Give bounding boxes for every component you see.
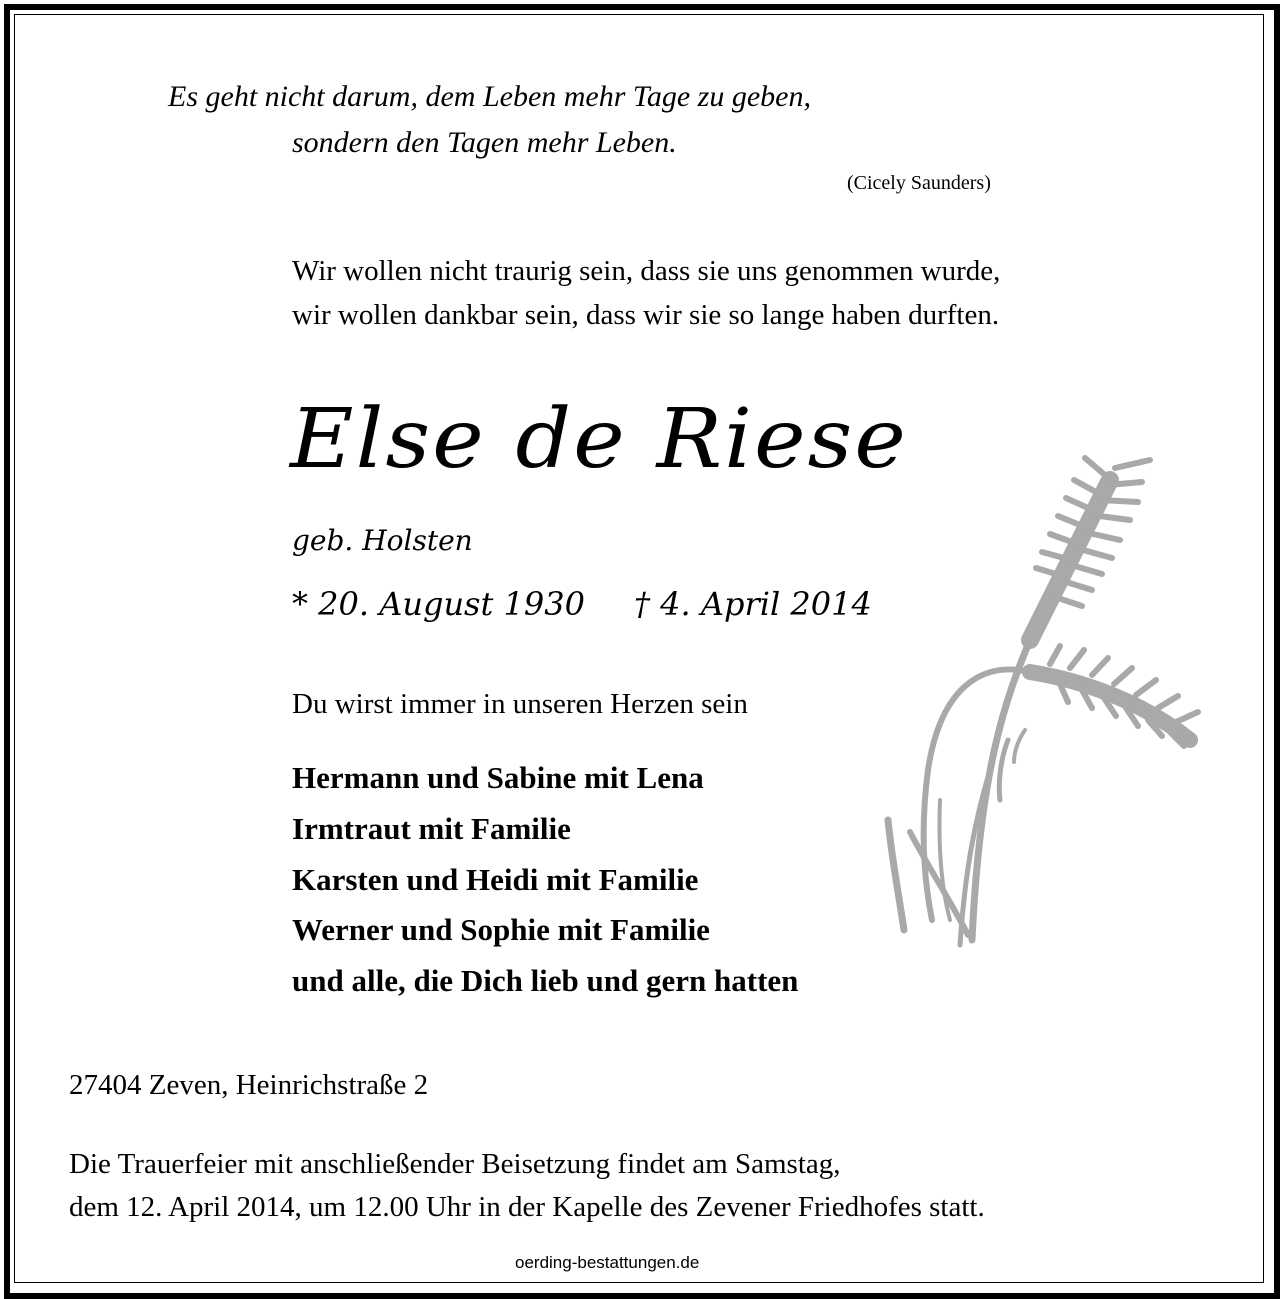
birth-name: geb. Holsten (292, 524, 473, 557)
verse-line-1: Wir wollen nicht traurig sein, dass sie uns genommen wurde, (292, 255, 1001, 287)
birth-date: * 20. August 1930 (292, 585, 585, 623)
mourner-line: Hermann und Sabine mit Lena (292, 760, 704, 795)
ceremony-line-2: dem 12. April 2014, um 12.00 Uhr in der Kapelle des Zevener Friedhofes statt. (69, 1191, 985, 1223)
death-date: † 4. April 2014 (634, 585, 872, 623)
quote-author: (Cicely Saunders) (847, 172, 991, 194)
address: 27404 Zeven, Heinrichstraße 2 (69, 1069, 429, 1101)
wheat-ears-icon (880, 440, 1210, 960)
deceased-name: Else de Riese (290, 392, 908, 487)
quote-line-1: Es geht nicht darum, dem Leben mehr Tage zu geben, (168, 80, 811, 113)
mourner-line: Werner und Sophie mit Familie (292, 912, 710, 947)
ceremony-line-1: Die Trauerfeier mit anschließender Beisetzung findet am Samstag, (69, 1148, 841, 1180)
remembrance-text: Du wirst immer in unseren Herzen sein (292, 688, 748, 720)
mourner-line: Karsten und Heidi mit Familie (292, 862, 699, 897)
footer-website: oerding-bestattungen.de (515, 1253, 700, 1272)
mourner-line: und alle, die Dich lieb und gern hatten (292, 963, 799, 998)
verse-line-2: wir wollen dankbar sein, dass wir sie so lange haben durften. (292, 299, 1000, 331)
mourner-line: Irmtraut mit Familie (292, 811, 571, 846)
quote-line-2: sondern den Tagen mehr Leben. (292, 126, 677, 159)
